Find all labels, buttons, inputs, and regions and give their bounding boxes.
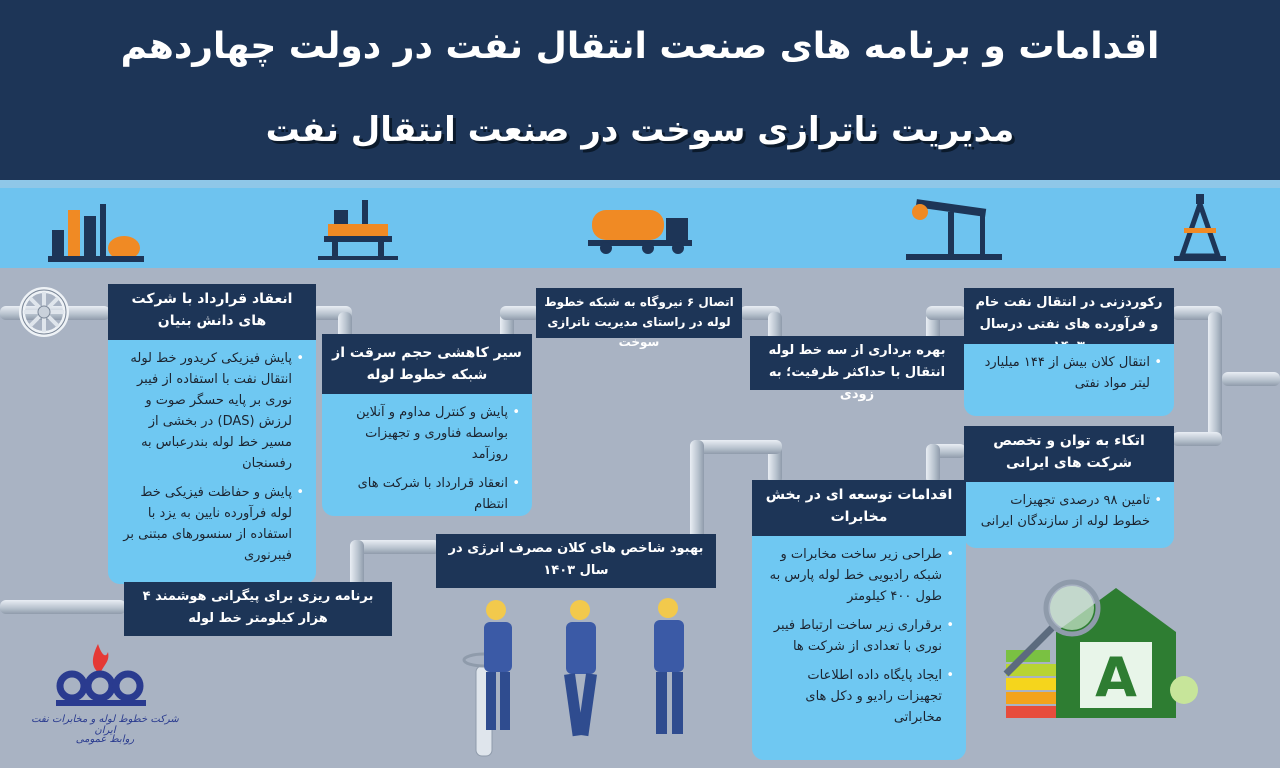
telecom-heading: اقدامات توسعه ای در بخش مخابرات (752, 480, 966, 536)
list-item: • تامین ۹۸ درصدی تجهیزات خطوط لوله از سازندگان ایرانی (974, 490, 1162, 532)
oil-platform-icon (318, 198, 398, 262)
iranian-companies-heading: اتکاء به توان و تخصص شرکت های ایرانی (964, 426, 1174, 482)
smart-maintenance-heading: برنامه ریزی برای پیگرانی هوشمند ۴ هزار کیلومتر خط لوله (124, 582, 392, 636)
power-plants-heading: اتصال ۶ نیروگاه به شبکه خطوط لوله در راستای مدیریت ناترازی سوخت (536, 288, 742, 338)
pipe (926, 306, 966, 320)
list-item: • ایجاد پایگاه داده اطلاعات تجهیزات رادیو و دکل های مخابراتی (762, 665, 954, 728)
company-logo (48, 634, 158, 716)
energy-rating-icon (986, 572, 1208, 724)
pipe (500, 306, 540, 320)
energy-grade: A (1095, 646, 1137, 709)
refinery-icon (48, 200, 144, 262)
company-name: شرکت خطوط لوله و مخابرات نفت ایران (31, 714, 179, 736)
divider (0, 180, 1280, 188)
knowledge-contract-list (108, 340, 316, 584)
pipe (1172, 432, 1222, 446)
list-item: • طراحی زیر ساخت مخابرات و شبکه رادیویی خط لوله پارس به طول ۴۰۰ کیلومتر (762, 544, 954, 607)
record-list (964, 344, 1174, 416)
valve-wheel-icon (18, 286, 70, 338)
tanker-truck-icon (588, 204, 692, 256)
list-item: • پایش و حفاظت فیزیکی خط لوله فرآورده نایین به یزد با استفاده از سنسورهای مبتنی بر فیبرنوری (118, 482, 304, 566)
three-lines-heading: بهره برداری از سه خط لوله انتقال با حداکثر ظرفیت؛ به زودی (750, 336, 964, 390)
oil-derrick-icon (1174, 194, 1226, 262)
list-item: • پایش فیزیکی کریدور خط لوله انتقال نفت با استفاده از فیبر نوری بر پایه حسگر صوت و لرزش (DAS) در بخشی از مسیر خط لوله بندرعباس به رفسنجان (118, 348, 304, 474)
energy-index-heading: بهبود شاخص های کلان مصرف انرژی در سال ۱۴۰۳ (436, 534, 716, 588)
pipe (1222, 372, 1280, 386)
workers-illustration (460, 596, 700, 766)
pipe (1208, 312, 1222, 444)
icon-band (0, 188, 1280, 268)
record-heading: رکوردزنی در انتقال نفت خام و فرآورده های نفتی درسال (964, 288, 1174, 344)
telecom-list (752, 536, 966, 760)
iranian-companies-list (964, 482, 1174, 548)
pipe (0, 600, 126, 614)
list-item: • برقراری زیر ساخت ارتباط فیبر نوری با تعدادی از شرکت ها (762, 615, 954, 657)
pumpjack-icon (906, 198, 1002, 262)
theft-list (322, 394, 532, 516)
list-item: • پایش و کنترل مداوم و آنلاین بواسطه فناوری و تجهیزات روزآمد (332, 402, 520, 465)
page-subtitle: مدیریت ناترازی سوخت در صنعت انتقال نفت (265, 110, 1015, 150)
list-item: • انعقاد قرارداد با شرکت های انتظام (332, 473, 520, 515)
list-item: • انتقال کلان بیش از ۱۴۴ میلیارد لیتر مواد نفتی (974, 352, 1162, 394)
theft-heading: سیر کاهشی حجم سرقت از شبکه خطوط لوله (322, 334, 532, 394)
knowledge-contract-heading: انعقاد قرارداد با شرکت های دانش بنیان (108, 284, 316, 340)
pipe (926, 444, 940, 484)
department-name: روابط عمومی (75, 734, 135, 745)
page-title: اقدامات و برنامه های صنعت انتقال نفت در دولت چهاردهم (120, 26, 1160, 67)
pipe (690, 440, 704, 540)
